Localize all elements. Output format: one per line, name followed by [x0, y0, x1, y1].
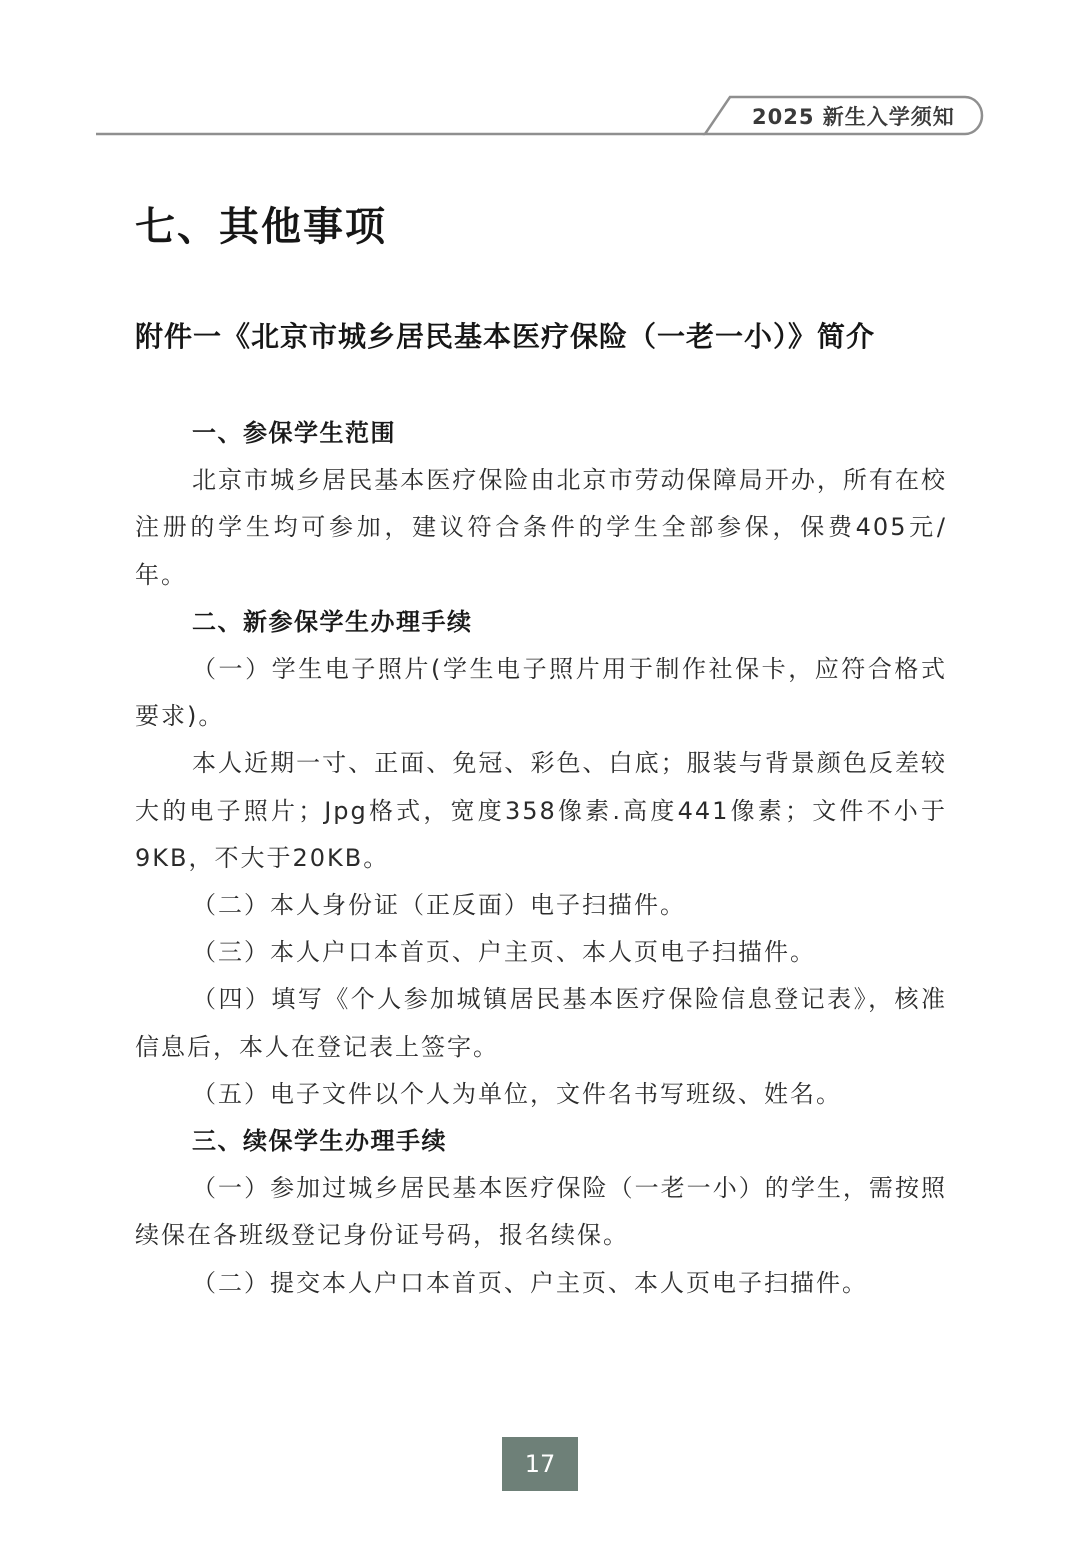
paragraph: （五）电子文件以个人为单位，文件名书写班级、姓名。	[192, 1079, 842, 1108]
paragraph: （四）填写《个人参加城镇居民基本医疗保险信息登记表》，核准信息后，本人在登记表上签字。	[135, 985, 947, 1061]
paragraph: （一）学生电子照片(学生电子照片用于制作社保卡，应符合格式要求)。	[135, 655, 947, 731]
page-header	[0, 0, 1080, 150]
header-title: 2025 新生入学须知	[752, 105, 955, 129]
paragraph: （一）参加过城乡居民基本医疗保险（一老一小）的学生，需按照续保在各班级登记身份证号码，报名续保。	[135, 1174, 947, 1250]
subsection-heading: 二、新参保学生办理手续	[192, 607, 473, 636]
paragraph: 本人近期一寸、正面、免冠、彩色、白底；服装与背景颜色反差较大的电子照片；Jpg格式，宽度358像素.高度441像素；文件不小于9KB，不大于20KB。	[135, 749, 947, 872]
subsection-heading: 一、参保学生范围	[192, 419, 396, 447]
section-title: 七、其他事项	[135, 203, 387, 250]
paragraph: （三）本人户口本首页、户主页、本人页电子扫描件。	[192, 938, 816, 967]
paragraph: （二）本人身份证（正反面）电子扫描件。	[192, 891, 686, 920]
paragraph: 北京市城乡居民基本医疗保险由北京市劳动保障局开办，所有在校注册的学生均可参加，建议符合条件的学生全部参保，保费405元/年。	[135, 466, 947, 589]
paragraph: （二）提交本人户口本首页、户主页、本人页电子扫描件。	[192, 1268, 868, 1297]
subsection-heading: 三、续保学生办理手续	[192, 1127, 447, 1156]
attachment-title: 附件一《北京市城乡居民基本医疗保险（一老一小）》简介	[135, 320, 876, 353]
page-number: 17	[502, 1437, 578, 1491]
document-body	[135, 410, 947, 1307]
